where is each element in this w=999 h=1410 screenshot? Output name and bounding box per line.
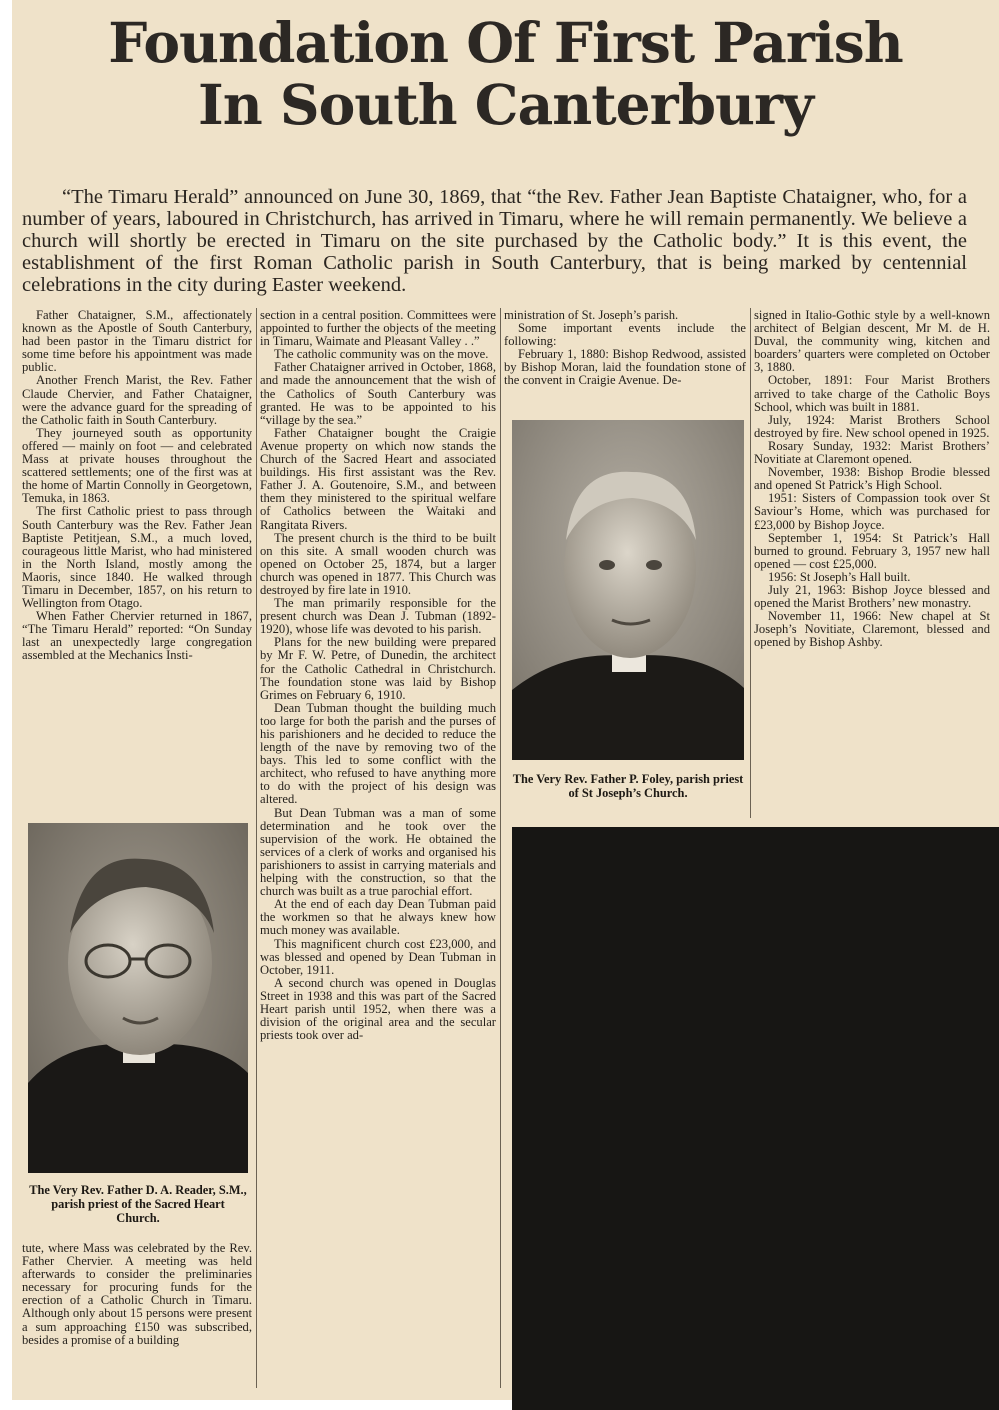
paragraph: When Father Chervier returned in 1867, “The Timaru Herald” reported: “On Sunday last an unexpectedly large congregation assembled at the Mechanics Insti- [22,609,252,663]
paragraph: A second church was opened in Douglas Street in 1938 and this was part of the Sacred Heart parish until 1952, when there was a division of the original area and the secular priests took over ad- [260,975,496,1043]
paragraph: tute, where Mass was celebrated by the Rev. Father Chervier. A meeting was held afterwards to consider the preliminaries necessary for procuring funds for the erection of a Catholic Church in Timaru. Although only about 15 persons were present a sum approaching £150 was subscribed, besides a promise of a building [22,1242,252,1347]
paragraph: 1956: St Joseph’s Hall built. [768,569,911,584]
column-1-continued [22,1242,252,1392]
column-rule [256,308,257,1388]
paragraph: The man primarily responsible for the present church was Dean J. Tubman (1892-1920), whose life was devoted to his parish. [260,596,496,637]
column-4 [754,309,990,817]
paragraph: Father Chataigner, S.M., affectionately known as the Apostle of South Canterbury, had been pastor in the Timaru district for some time before his appointment was made public. [22,309,252,375]
lede-paragraph: “The Timaru Herald” announced on June 30, 1869, that “the Rev. Father Jean Baptiste Chataigner, who, for a number of years, laboured in Christchurch, has arrived in Timaru, where he will remain permanently. We believe a church will shortly be erected in Timaru on the site purchased by the Catholic body.” It is this event, the establishment of the first Roman Catholic parish in South Canterbury, that is being marked by centennial celebrations in the city during Easter weekend. [22,186,967,296]
caption-father-foley: The Very Rev. Father P. Foley, parish priest of St Joseph’s Church. [512,772,744,800]
paragraph: The first Catholic priest to pass through South Canterbury was the Rev. Father Jean Baptiste Petitjean, S.M., a much loved, courageous little Marist, who had ministered in the North Island, mostly among the Maoris, since 1840. He walked through Timaru in December, 1857, on his return to Wellington from Otago. [22,504,252,611]
column-2 [260,309,496,1392]
paragraph: ministration of St. Joseph’s parish. [504,309,679,322]
paragraph: Dean Tubman thought the building much too large for both the parish and the purses of his parishioners and he decided to reduce the length of the nave by removing two of the bays. This led to some conflict with the architect, who refused to have anything more to do with the project of his design was altered. [260,700,496,807]
paragraph: Father Chataigner bought the Craigie Avenue property on which now stands the Church of the Sacred Heart and associated buildings. His first assistant was the Rev. Father J. A. Goutenoire, S.M., and between them they ministered to the spiritual welfare of Catholics between the Waitaki and Rangitata Rivers. [260,425,496,532]
paragraph: November, 1938: Bishop Brodie blessed and opened St Patrick’s High School. [754,465,990,493]
headline-line-1: Foundation Of First Parish [108,10,903,75]
headline [12,12,999,136]
column-rule [750,308,751,818]
paragraph: July 21, 1963: Bishop Joyce blessed and opened the Marist Brothers’ new monastry. [754,582,990,611]
paragraph: This magnificent church cost £23,000, and was blessed and opened by Dean Tubman in October, 1911. [260,936,496,977]
paragraph: signed in Italio-Gothic style by a well-known architect of Belgian descent, Mr M. de H. Duval, the community wing, kitchen and boarders’ quarters were completed on October 3, 1880. [754,309,990,375]
column-3 [504,309,746,409]
paragraph: The present church is the third to be built on this site. A small wooden church was opened on October 25, 1874, but a larger church was opened in 1877. This Church was destroyed by fire late in 1910. [260,530,496,597]
photo-father-reader [28,823,248,1173]
paragraph: February 1, 1880: Bishop Redwood, assisted by Bishop Moran, laid the foundation stone of the convent in Craigie Avenue. De- [504,347,746,388]
paragraph: section in a central position. Committees were appointed to further the objects of the meeting in Timaru, Waimate and Pleasant Valley . .” [260,309,496,349]
portrait-image [512,420,744,760]
portrait-image [28,823,248,1173]
headline-line-2: In South Canterbury [198,72,813,137]
paragraph: Plans for the new building were prepared by Mr F. W. Petre, of Dunedin, the architect for the Catholic Cathedral in Christchurch. The foundation stone was laid by Bishop Grimes on February 6, 1910. [260,635,496,702]
paragraph: July, 1924: Marist Brothers School destroyed by fire. New school opened in 1925. [754,412,990,440]
dark-background-area [512,827,999,1410]
paragraph: They journeyed south as opportunity offered — mainly on foot — and celebrated Mass at private houses throughout the scattered settlements; one of the first was at the home of Martin Connolly in Georgetown, Temuka, in 1863. [22,425,252,506]
caption-father-reader: The Very Rev. Father D. A. Reader, S.M., parish priest of the Sacred Heart Church. [29,1183,247,1225]
paragraph: 1951: Sisters of Compassion took over St Saviour’s Home, which was purchased for £23,000 by Bishop Joyce. [754,491,990,532]
paragraph: November 11, 1966: New chapel at St Joseph’s Novitiate, Claremont, blessed and opened by Bishop Ashby. [754,609,990,650]
paragraph: At the end of each day Dean Tubman paid the workmen so that he always knew how much money was available. [260,897,496,938]
photo-father-foley [512,420,744,760]
paragraph: September 1, 1954: St Patrick’s Hall burned to ground. February 3, 1957 new hall opened — cost £25,000. [754,530,990,571]
column-1 [22,309,252,817]
paragraph: Another French Marist, the Rev. Father Claude Chervier, and Father Chataigner, were the advance guard for the spreading of the Catholic faith in South Canterbury. [22,373,252,427]
paragraph: The catholic community was on the move. [274,347,489,362]
paragraph: Some important events include the following: [504,321,746,349]
paragraph: Father Chataigner arrived in October, 1868, and made the announcement that the wish of the Catholics of South Canterbury was granted. He was to be appointed to his “village by the sea.” [260,360,496,427]
paragraph: Rosary Sunday, 1932: Marist Brothers’ Novitiate at Claremont opened. [754,438,990,467]
paragraph: But Dean Tubman was a man of some determination and he took over the supervision of the work. He obtained the services of a clerk of works and organised his parishioners to assist in carrying materials and helping with the construction, so that the church was built as a true parochial effort. [260,805,496,899]
paragraph: October, 1891: Four Marist Brothers arrived to take charge of the Catholic Boys School, which was built in 1881. [754,373,990,414]
column-rule [500,308,501,1388]
